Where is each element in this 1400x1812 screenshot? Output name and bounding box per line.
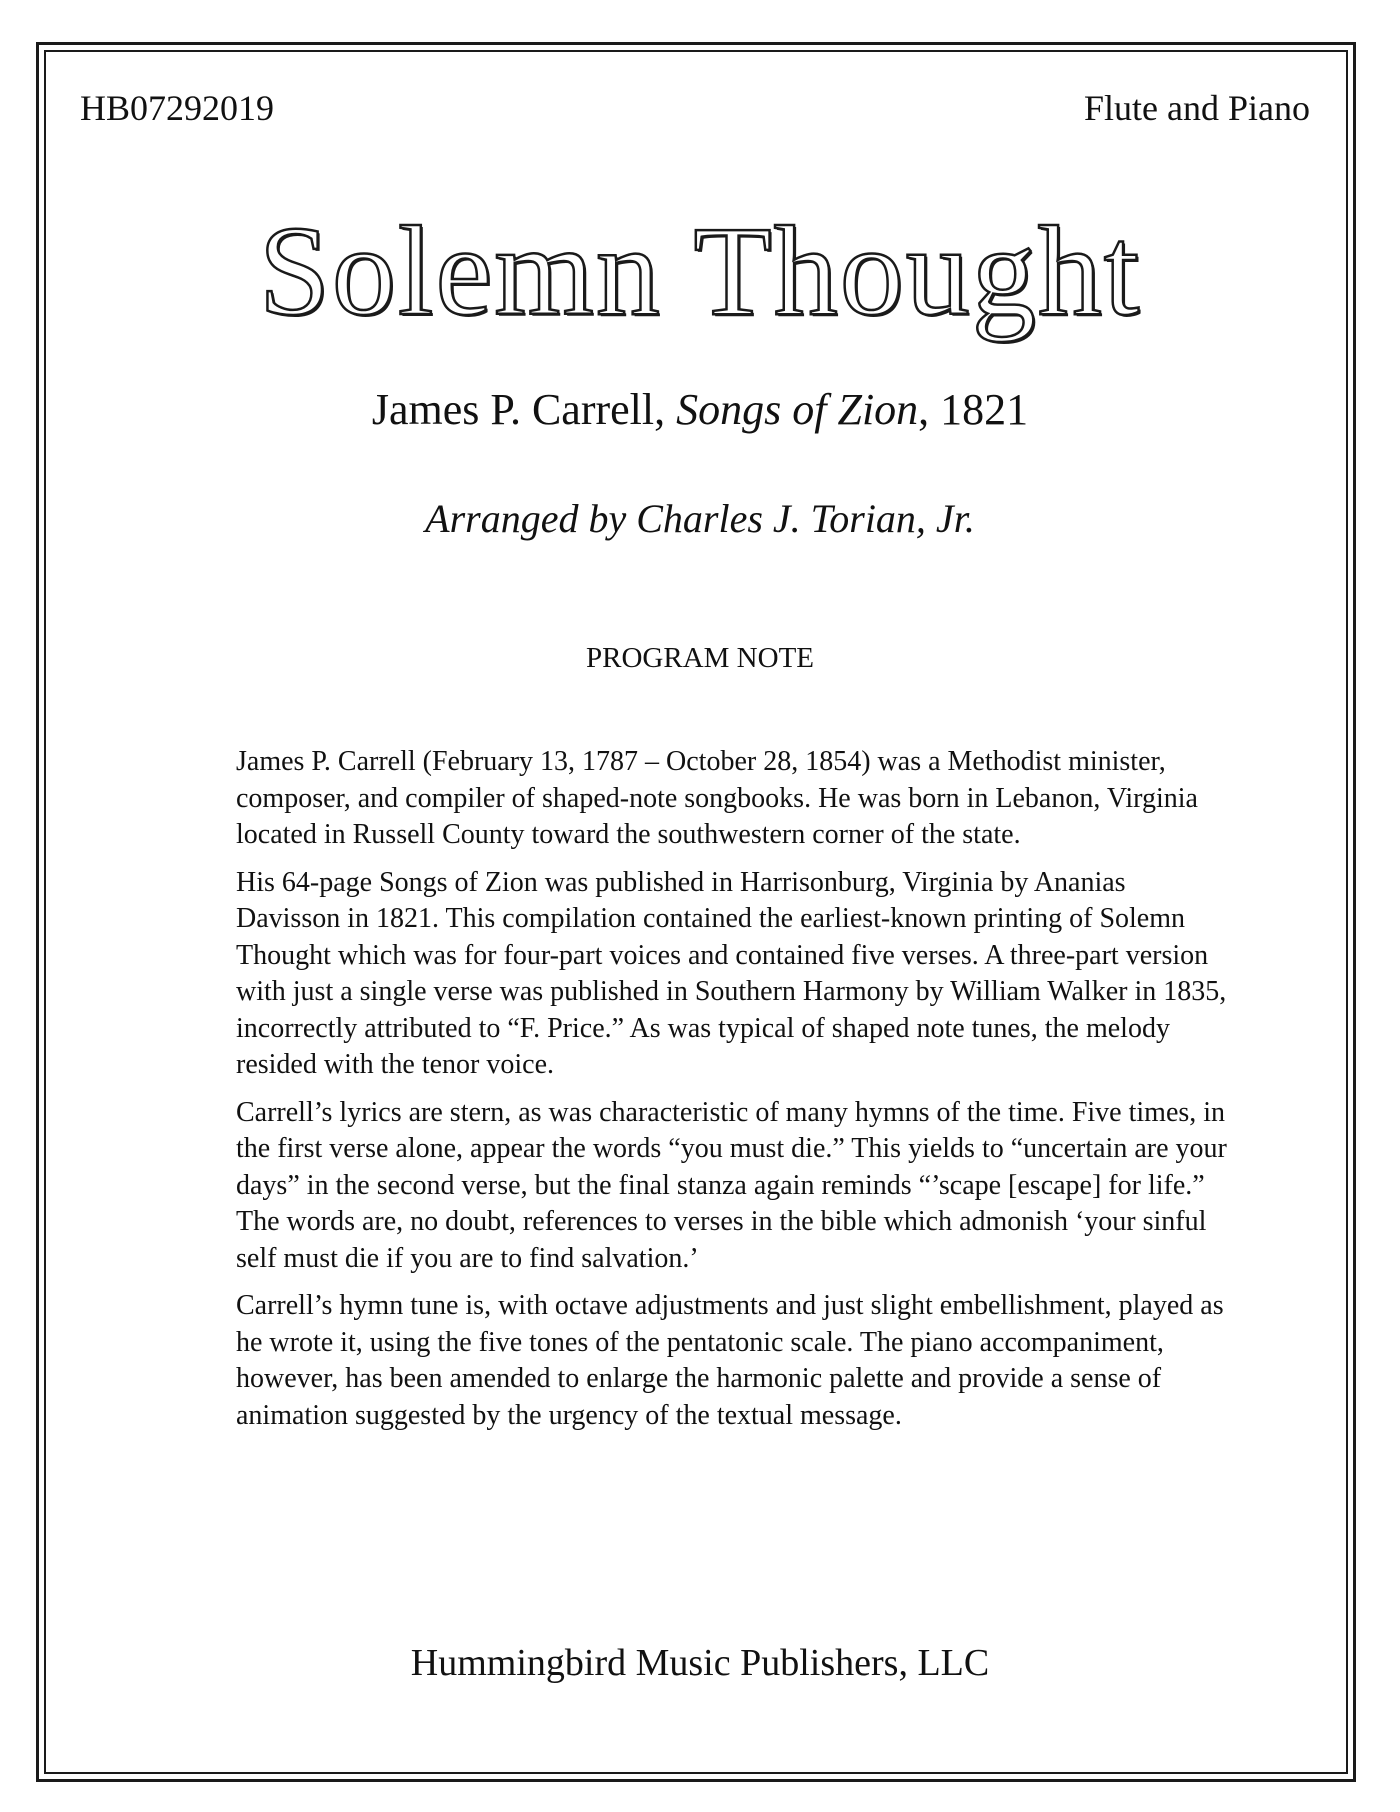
program-note-body	[236, 744, 1236, 1445]
source-collection: Songs of Zion	[676, 385, 919, 434]
program-note-paragraph: His 64-page Songs of Zion was published in Harrisonburg, Virginia by Ananias Davisson in 1821. This compilation contained the earliest-known printing of Solemn Thought which was for four-part voices and contained five verses. A three-part version with just a single verse was published in Southern Harmony by William Walker in 1835, incorrectly attributed to “F. Price.” As was typical of shaped note tunes, the melody resided with the tenor voice.	[236, 866, 1227, 1080]
program-note-paragraph: Carrell’s hymn tune is, with octave adjustments and just slight embellishment, played as he wrote it, using the five tones of the pentatonic scale. The piano accompaniment, however, has been amended to enlarge the harmonic palette and provide a sense of animation suggested by the urgency of the textual message.	[236, 1290, 1224, 1431]
composer-line	[0, 384, 1400, 436]
arranger-credit: Arranged by Charles J. Torian, Jr.	[425, 496, 975, 541]
source-year: , 1821	[918, 385, 1029, 434]
composer-name: James P. Carrell,	[371, 385, 666, 434]
program-note-heading: PROGRAM NOTE	[586, 642, 814, 674]
publisher: Hummingbird Music Publishers, LLC	[410, 1642, 990, 1684]
page-title: Solemn Thought	[258, 200, 1142, 342]
program-note-paragraph: Carrell’s lyrics are stern, as was characteristic of many hymns of the time. Five times, in the first verse alone, appear the words “you must die.” This yields to “uncertain are your days” in the second verse, but the final stanza again reminds “’scape [escape] for life.” The words are, no doubt, references to verses in the bible which admonish ‘your sinful self must die if you are to find salvation.’	[236, 1096, 1227, 1274]
program-note-paragraph: James P. Carrell (February 13, 1787 – October 28, 1854) was a Methodist minister, composer, and compiler of shaped-note songbooks. He was born in Lebanon, Virginia located in Russell County toward the southwestern corner of the state.	[236, 746, 1198, 850]
catalog-number: HB07292019	[80, 88, 275, 128]
instrumentation: Flute and Piano	[1084, 88, 1310, 128]
